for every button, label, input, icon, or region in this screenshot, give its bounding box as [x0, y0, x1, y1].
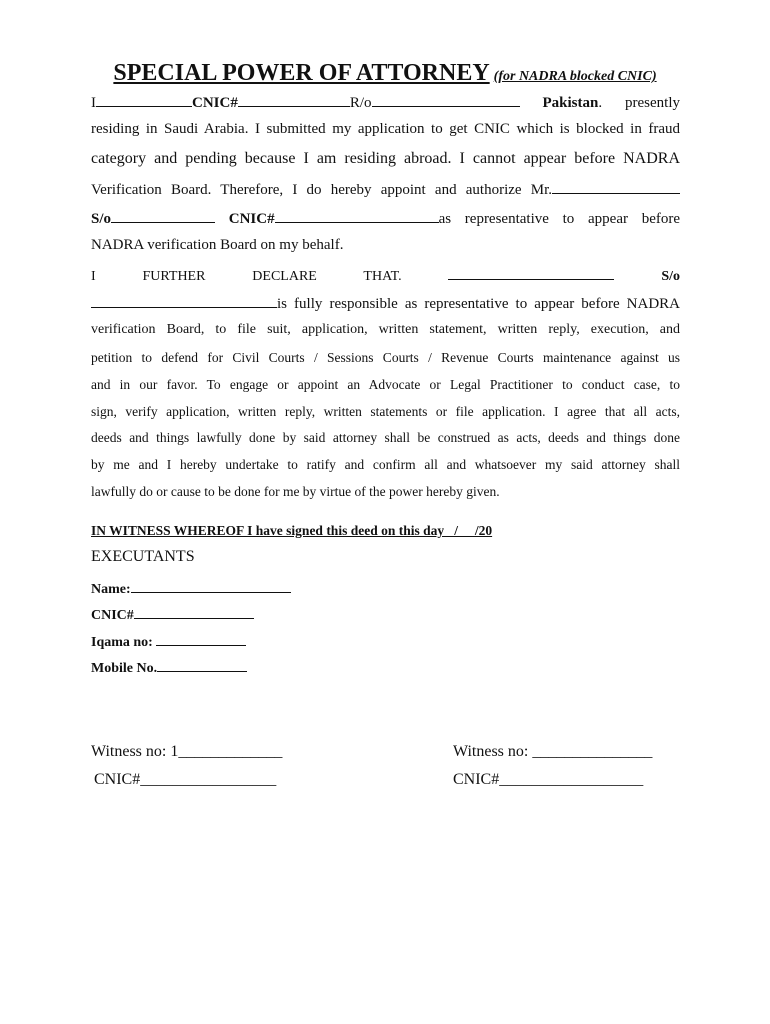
cnic-label-2: CNIC#: [228, 211, 275, 227]
title-main: SPECIAL POWER OF ATTORNEY: [113, 60, 490, 86]
authorize-text: Verification Board. Therefore, I do hereby appoint and authorize Mr.: [91, 182, 552, 198]
witness-2-label: Witness no: _______________: [453, 743, 653, 760]
executant-cnic-row: [91, 604, 680, 624]
cnic-blank-2[interactable]: [275, 208, 439, 223]
text-i: I: [91, 95, 96, 111]
executant-iqama-row: [91, 631, 680, 651]
para-line-3: category and pending because I am residing abroad. I cannot appear before NADRA: [91, 150, 680, 167]
text-further: FURTHER: [142, 269, 206, 284]
para-line-4: [91, 179, 680, 199]
so-label: S/o: [91, 211, 112, 227]
para-line-7: [91, 265, 680, 285]
para-line-14: by me and I hereby undertake to ratify and confirm all and whatsoever my said attorney shall: [91, 457, 680, 472]
name-blank[interactable]: [96, 92, 192, 107]
document-title: [0, 60, 770, 87]
ro-label: R/o: [349, 95, 372, 111]
so-label-2: S/o: [661, 269, 680, 284]
pakistan-label: Pakistan: [542, 95, 599, 111]
mr-name-blank[interactable]: [552, 179, 680, 194]
para-line-5: [91, 208, 680, 228]
responsible-text: is fully responsible as representative to appear before NADRA: [277, 296, 680, 312]
declarant-blank[interactable]: [448, 265, 614, 280]
mobile-field[interactable]: [157, 657, 247, 672]
title-subtitle: (for NADRA blocked CNIC): [493, 69, 657, 84]
residence-blank[interactable]: [372, 92, 520, 107]
executant-mobile-row: [91, 657, 680, 677]
executant-cnic-label: CNIC#: [91, 608, 134, 623]
witness-whereof: IN WITNESS WHEREOF I have signed this deed on this day / /20: [91, 523, 493, 538]
name-label: Name:: [91, 582, 131, 597]
para-line-15: lawfully do or cause to be done for me by virtue of the power hereby given.: [91, 484, 500, 499]
so-blank[interactable]: [111, 208, 215, 223]
para-line-6: NADRA verification Board on my behalf.: [91, 237, 344, 253]
witness-1-cnic: CNIC#_________________: [94, 771, 277, 788]
presently-text: . presently: [598, 95, 680, 111]
iqama-label: Iqama no:: [91, 635, 153, 650]
para-line-2: residing in Saudi Arabia. I submitted my application to get CNIC which is blocked in fraud: [91, 121, 680, 137]
mobile-label: Mobile No.: [91, 661, 158, 676]
executant-name-field[interactable]: [131, 578, 291, 593]
text-declare: DECLARE: [252, 269, 317, 284]
para-line-1: [91, 92, 680, 112]
witness-1-label: Witness no: 1_____________: [91, 743, 283, 760]
witness-2-cnic: CNIC#__________________: [453, 771, 644, 788]
para-line-13: deeds and things lawfully done by said attorney shall be construed as acts, deeds and things done: [91, 430, 680, 445]
para-line-12: sign, verify application, written reply, written statements or file application. I agree that all acts,: [91, 404, 680, 419]
para-line-9: verification Board, to file suit, application, written statement, written reply, execution, and: [91, 322, 680, 337]
para-line-8: [91, 293, 680, 313]
executant-name-row: [91, 578, 680, 598]
cnic-blank[interactable]: [238, 92, 350, 107]
text-i-2: I: [91, 269, 96, 284]
executant-cnic-field[interactable]: [134, 604, 254, 619]
para-line-10: petition to defend for Civil Courts / Sessions Courts / Revenue Courts maintenance against us: [91, 350, 680, 365]
para-line-11: and in our favor. To engage or appoint an Advocate or Legal Practitioner to conduct case, to: [91, 377, 680, 392]
representative-text: as representative to appear before: [438, 211, 680, 227]
text-that: THAT.: [363, 269, 402, 284]
cnic-label: CNIC#: [192, 95, 238, 111]
so-blank-2[interactable]: [91, 293, 277, 308]
executants-heading: EXECUTANTS: [91, 548, 195, 565]
iqama-field[interactable]: [156, 631, 246, 646]
